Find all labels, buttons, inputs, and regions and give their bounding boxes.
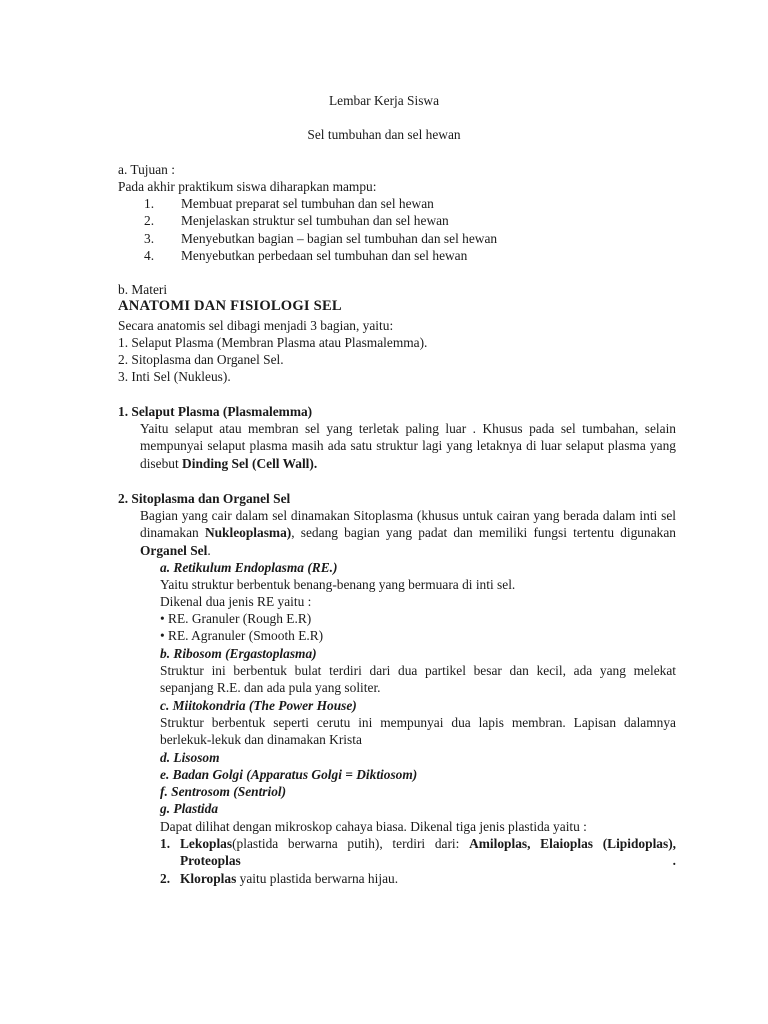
list-text: Menjelaskan struktur sel tumbuhan dan sel hewan (181, 213, 449, 229)
subsection-heading: a. Retikulum Endoplasma (RE.) (160, 560, 338, 575)
list-item (142, 230, 562, 247)
list-text (180, 870, 398, 887)
section-heading: 2. Sitoplasma dan Organel Sel (118, 491, 291, 506)
subsection-heading: f. Sentrosom (Sentriol) (160, 784, 287, 799)
materi-part: 3. Inti Sel (Nukleus). (118, 369, 231, 384)
list-number: 4. (144, 247, 155, 263)
subsection-heading: e. Badan Golgi (Apparatus Golgi = Diktiosom) (160, 767, 418, 782)
section-paragraph (140, 507, 676, 559)
page-subtitle: Sel tumbuhan dan sel hewan (307, 127, 461, 142)
paragraph-bold: Amiloplas, Elaioplas (Lipidoplas), Proteoplas . (180, 836, 677, 869)
list-item (142, 195, 562, 212)
paragraph-bold: Dinding Sel (Cell Wall). (182, 455, 318, 471)
tujuan-label: a. Tujuan : (118, 162, 175, 177)
paragraph-text: Yaitu selaput atau membran sel yang terletak paling luar . Khusus pada sel tumbahan, selain mempunyai selaput plasma masih ada satu struktur lagi yang letaknya di luar selaput plasma yang disebut (140, 421, 676, 471)
paragraph-text: yaitu plastida berwarna hijau. (236, 871, 399, 886)
bullet-item: • RE. Granuler (Rough E.R) (160, 611, 312, 626)
subsection-heading: d. Lisosom (160, 750, 220, 765)
list-text (180, 835, 676, 870)
subsection-text: Dikenal dua jenis RE yaitu : (160, 594, 312, 609)
paragraph-text: . (207, 542, 211, 558)
subsection-text: Yaitu struktur berbentuk benang-benang yang bermuara di inti sel. (160, 577, 516, 592)
list-text: Menyebutkan perbedaan sel tumbuhan dan sel hewan (181, 247, 468, 263)
list-item (142, 247, 562, 264)
materi-part: 2. Sitoplasma dan Organel Sel. (118, 352, 284, 367)
section-paragraph (140, 420, 676, 472)
list-number: 2. (144, 213, 155, 229)
subsection-heading: b. Ribosom (Ergastoplasma) (160, 646, 317, 661)
paragraph-bold: Nukleoplasma) (204, 525, 292, 541)
subsection-heading: g. Plastida (160, 801, 219, 816)
section-heading: 1. Selaput Plasma (Plasmalemma) (118, 404, 313, 419)
list-number: 3. (144, 230, 155, 246)
list-text: Membuat preparat sel tumbuhan dan sel hewan (181, 196, 434, 211)
materi-part: 1. Selaput Plasma (Membran Plasma atau Plasmalemma). (118, 335, 428, 350)
list-item (142, 212, 562, 229)
paragraph-bold: Lekoplas (180, 836, 233, 851)
paragraph-bold: Organel Sel (140, 542, 208, 558)
tujuan-intro: Pada akhir praktikum siswa diharapkan mampu: (118, 179, 377, 194)
materi-heading: ANATOMI DAN FISIOLOGI SEL (118, 298, 342, 314)
list-number: 2. (160, 871, 171, 886)
subsection-paragraph: Struktur berbentuk seperti cerutu ini mempunyai dua lapis membran. Lapisan dalamnya berlekuk-lekuk dan dinamakan Krista (160, 715, 676, 748)
paragraph-text: , sedang bagian yang padat dan memiliki fungsi tertentu digunakan (291, 525, 676, 541)
list-number: 1. (160, 836, 171, 851)
subsection-text: Dapat dilihat dengan mikroskop cahaya biasa. Dikenal tiga jenis plastida yaitu : (160, 819, 587, 834)
list-text: Menyebutkan bagian – bagian sel tumbuhan dan sel hewan (181, 230, 498, 246)
tujuan-list (142, 195, 562, 264)
materi-label: b. Materi (118, 282, 168, 297)
page-title: Lembar Kerja Siswa (328, 93, 440, 108)
paragraph-text: (plastida berwarna putih), terdiri dari: (232, 836, 460, 851)
paragraph-bold: Kloroplas (180, 871, 237, 886)
materi-intro: Secara anatomis sel dibagi menjadi 3 bagian, yaitu: (118, 318, 394, 333)
subsection-paragraph: Struktur ini berbentuk bulat terdiri dari dua partikel besar dan kecil, ada yang melekat sepanjang R.E. dan ada pula yang soliter. (160, 663, 676, 696)
bullet-item: • RE. Agranuler (Smooth E.R) (160, 628, 324, 643)
paragraph-text: Bagian yang cair dalam sel dinamakan Sitoplasma (khusus untuk cairan yang berada dalam inti sel dinamakan (140, 508, 676, 541)
subsection-heading: c. Miitokondria (The Power House) (160, 698, 357, 713)
list-number: 1. (144, 196, 155, 211)
